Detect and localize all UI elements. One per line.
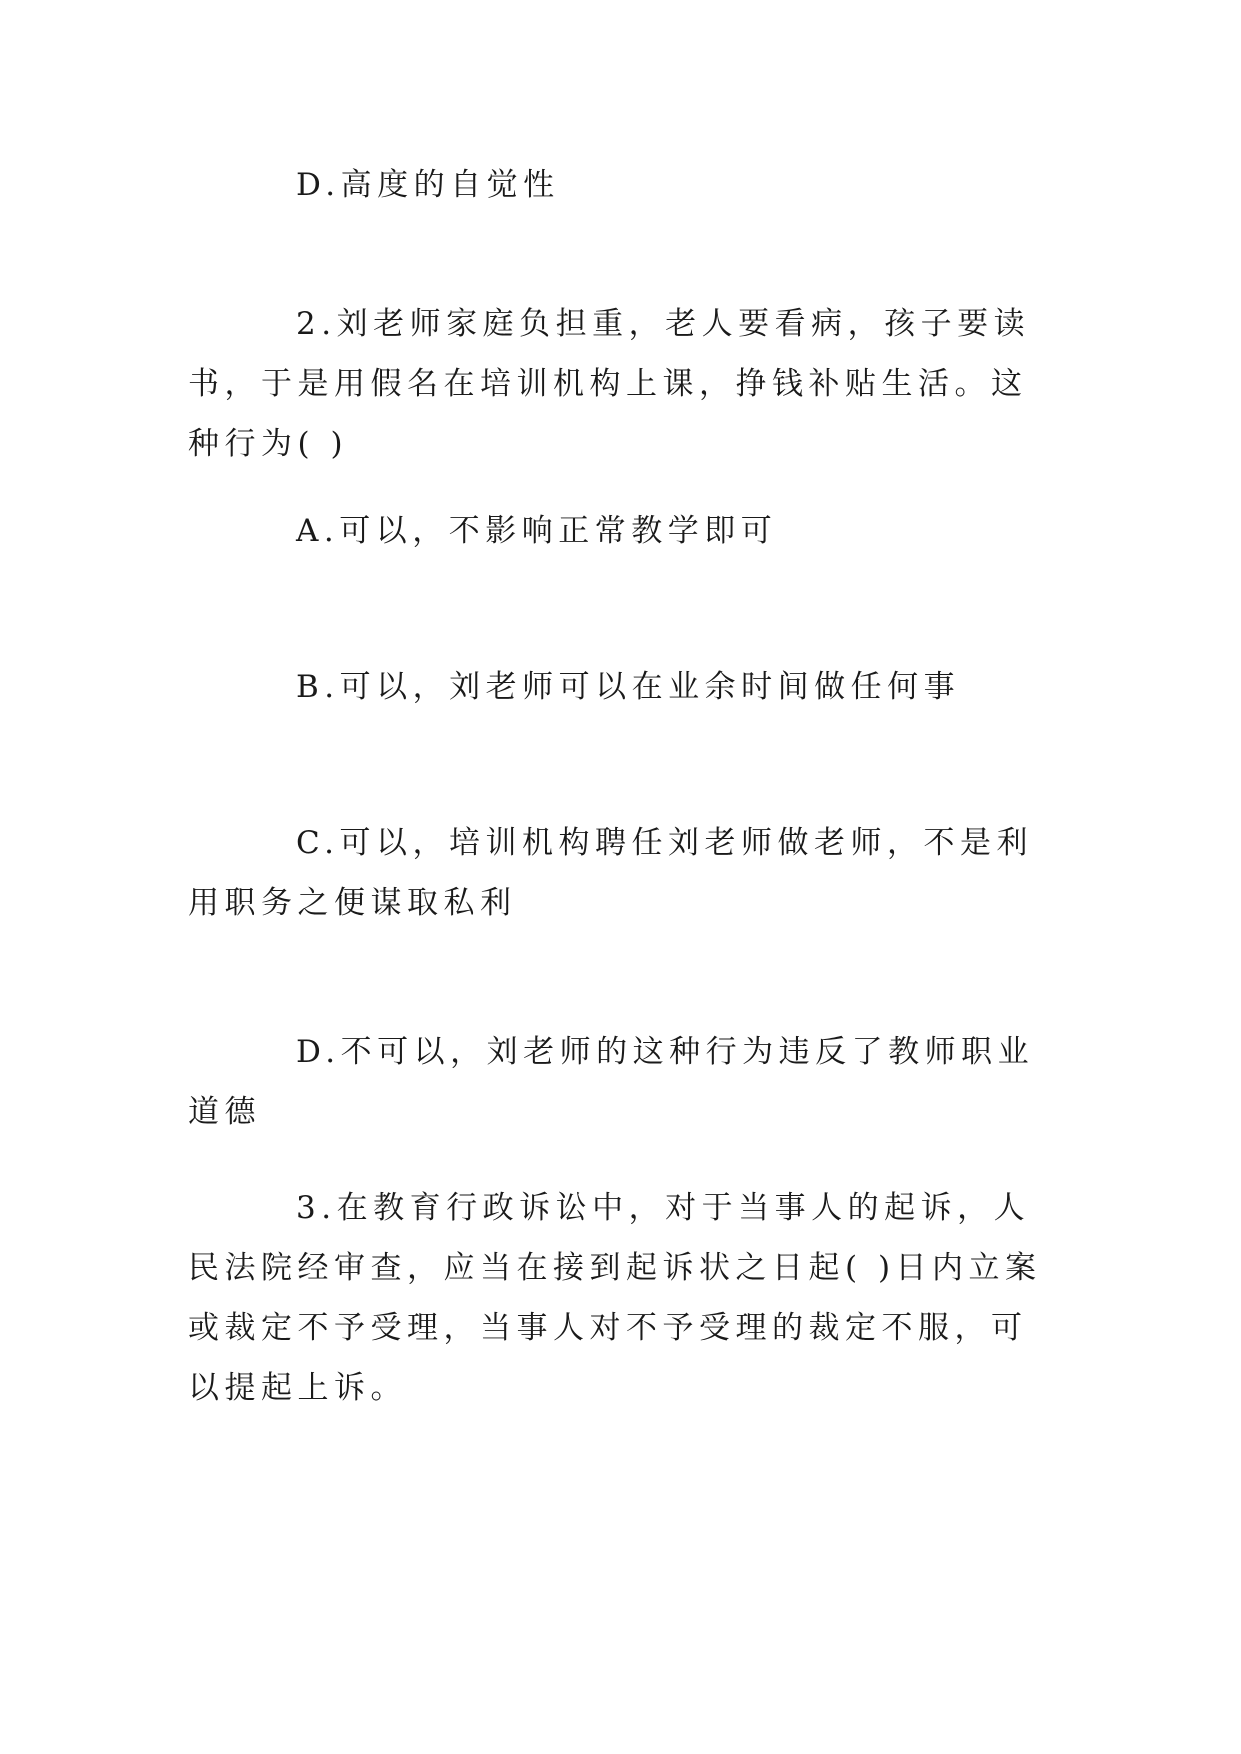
q2-option-b: B.可以，刘老师可以在业余时间做任何事 (296, 669, 961, 705)
q2-option-c: C.可以，培训机构聘任刘老师做老师，不是利用职务之便谋取私利 (188, 825, 1033, 921)
q2-option-d: D.不可以，刘老师的这种行为违反了教师职业道德 (188, 1034, 1035, 1130)
q2-question-stem: 2.刘老师家庭负担重，老人要看病，孩子要读书，于是用假名在培训机构上课，挣钱补贴生活。这种行为( ) (188, 306, 1031, 462)
q3-question-stem: 3.在教育行政诉讼中，对于当事人的起诉，人民法院经审查，应当在接到起诉状之日起( )日内立案或裁定不予受理，当事人对不予受理的裁定不服，可以提起上诉。 (188, 1190, 1042, 1406)
q2-option-a: A.可以，不影响正常教学即可 (296, 513, 778, 549)
q1-option-d: D.高度的自觉性 (296, 167, 560, 203)
